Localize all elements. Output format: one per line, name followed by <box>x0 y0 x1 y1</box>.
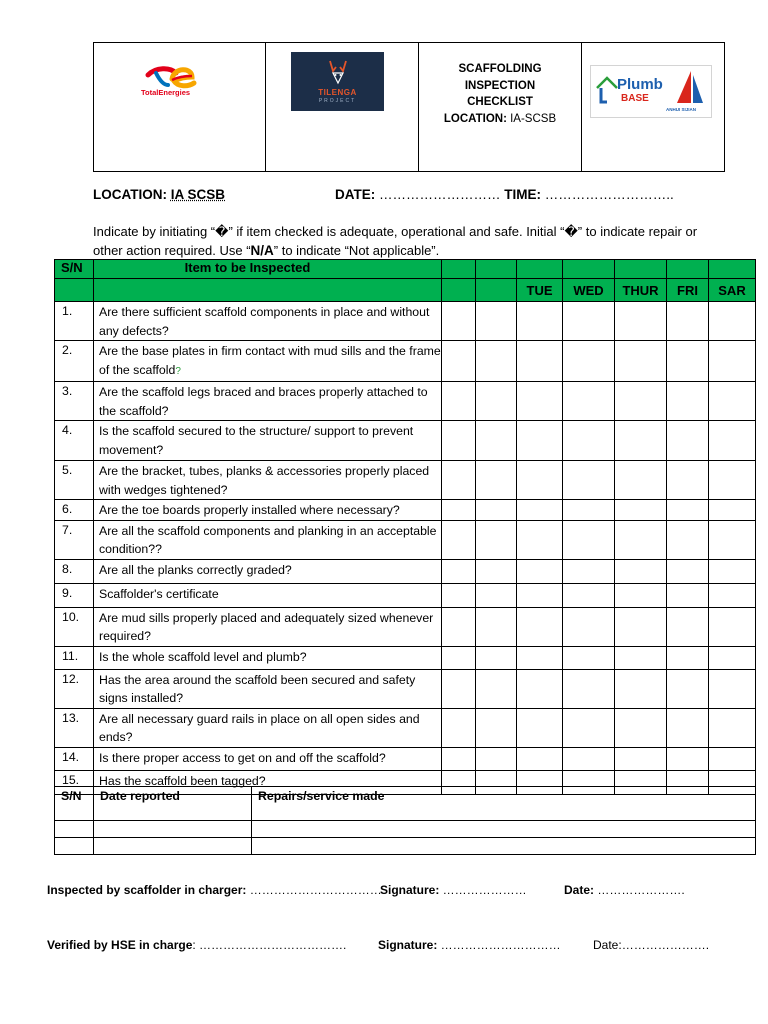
title-location-label: LOCATION: <box>443 112 507 125</box>
table-row <box>55 708 756 747</box>
check-cell[interactable] <box>615 461 667 500</box>
row-sn: 8. <box>55 559 94 583</box>
check-cell[interactable] <box>709 461 756 500</box>
check-cell[interactable] <box>563 382 615 421</box>
check-cell[interactable] <box>476 559 517 583</box>
verified-by-label: Verified by HSE in charge <box>47 938 193 952</box>
title-location <box>419 111 581 128</box>
row-question <box>94 341 442 382</box>
table-row <box>55 646 756 669</box>
check-cell[interactable] <box>667 607 709 646</box>
row-question-text: Are mud sills properly placed and adequately sized whenever required? <box>99 610 434 643</box>
row-question-text: Is the scaffold secured to the structure/ support to prevent movement? <box>99 424 414 457</box>
sn-header: S/N <box>55 260 94 279</box>
table-row <box>55 669 756 708</box>
check-cell[interactable] <box>615 341 667 382</box>
check-cell[interactable] <box>563 669 615 708</box>
row-sn: 10. <box>55 607 94 646</box>
check-cell[interactable] <box>517 669 563 708</box>
check-cell[interactable] <box>615 421 667 461</box>
instructions-text <box>93 223 703 260</box>
tilenga-logo-sub: PROJECT <box>318 98 357 104</box>
row-sn: 4. <box>55 421 94 461</box>
signature-field-2[interactable]: ………………………… <box>437 938 561 952</box>
row-question <box>94 607 442 646</box>
check-cell[interactable] <box>517 607 563 646</box>
header-blank-cell <box>442 279 476 302</box>
row-question <box>94 747 442 770</box>
check-cell[interactable] <box>563 708 615 747</box>
check-cell[interactable] <box>442 520 476 559</box>
check-cell[interactable] <box>563 421 615 461</box>
location-value: IA SCSB <box>170 187 226 202</box>
repairs-row <box>55 838 756 855</box>
date-label-2: Date: <box>593 938 622 952</box>
check-cell[interactable] <box>563 607 615 646</box>
check-cell[interactable] <box>709 382 756 421</box>
check-cell[interactable] <box>476 607 517 646</box>
check-cell[interactable] <box>615 500 667 521</box>
header-blank-cell <box>563 260 615 279</box>
check-cell[interactable] <box>709 341 756 382</box>
date-label: DATE: <box>335 187 376 202</box>
check-cell[interactable] <box>517 708 563 747</box>
title-location-value: IA-SCSB <box>506 112 557 125</box>
row-sn: 14. <box>55 747 94 770</box>
header-blank-cell <box>517 260 563 279</box>
signature-label-2: Signature: <box>378 938 438 952</box>
row-question-text: Are all necessary guard rails in place on all open sides and ends? <box>99 711 420 744</box>
header-blank-cell <box>442 260 476 279</box>
check-cell[interactable] <box>667 708 709 747</box>
row-question-mark: ? <box>175 365 181 377</box>
date-line-2 <box>593 938 709 952</box>
repairs-made-cell[interactable] <box>252 838 756 855</box>
header-cell-logo-tilenga <box>266 43 419 171</box>
row-sn: 2. <box>55 341 94 382</box>
check-cell[interactable] <box>517 520 563 559</box>
signature-line-2 <box>378 938 561 952</box>
check-cell[interactable] <box>563 520 615 559</box>
check-cell[interactable] <box>667 669 709 708</box>
check-cell[interactable] <box>709 747 756 770</box>
time-label: TIME: <box>504 187 542 202</box>
check-cell[interactable] <box>615 607 667 646</box>
row-question-text: Scaffolder's certificate <box>99 586 219 601</box>
check-cell[interactable] <box>476 669 517 708</box>
check-cell[interactable] <box>476 583 517 607</box>
row-sn: 11. <box>55 646 94 669</box>
inspected-by-field[interactable]: …………………………… <box>246 883 382 897</box>
check-cell[interactable] <box>667 520 709 559</box>
repairs-date-header: Date reported <box>94 787 252 821</box>
row-sn: 13. <box>55 708 94 747</box>
check-cell[interactable] <box>615 646 667 669</box>
check-cell[interactable] <box>709 520 756 559</box>
date-time-line <box>335 187 674 202</box>
check-cell[interactable] <box>517 747 563 770</box>
check-cell[interactable] <box>517 461 563 500</box>
instructions-part1: Indicate by initiating “�” if item checked is adequate, operational and safe. Initial “�” to indicate repair or other action required. Use “ <box>93 224 698 258</box>
check-cell[interactable] <box>517 382 563 421</box>
row-question <box>94 382 442 421</box>
check-cell[interactable] <box>667 382 709 421</box>
header-blank-cell <box>476 260 517 279</box>
row-question-text: Are the bracket, tubes, planks & accessories properly placed with wedges tightened? <box>99 464 430 497</box>
title-line-1: SCAFFOLDING <box>458 63 542 75</box>
plumbbase-logo-small: ANHUI SIJIAN <box>666 107 697 112</box>
repairs-row <box>55 821 756 838</box>
row-question-text: Are the toe boards properly installed where necessary? <box>99 503 400 517</box>
check-cell[interactable] <box>563 500 615 521</box>
repairs-date-cell[interactable] <box>94 838 252 855</box>
table-row <box>55 461 756 500</box>
row-question <box>94 302 442 341</box>
inspection-table <box>54 259 756 795</box>
row-question <box>94 421 442 461</box>
row-question <box>94 461 442 500</box>
verified-by-line <box>47 938 346 952</box>
date-field-2[interactable]: …………………. <box>621 938 710 952</box>
row-question <box>94 646 442 669</box>
table-row <box>55 559 756 583</box>
instructions-part2: ” to indicate “Not applicable”. <box>273 242 440 258</box>
row-question <box>94 708 442 747</box>
row-question-text: Are all the scaffold components and planking in an acceptable condition?? <box>99 523 437 556</box>
header-cell-logo-plumbbase <box>582 43 724 171</box>
check-cell[interactable] <box>615 302 667 341</box>
header-blank-cell <box>667 260 709 279</box>
check-cell[interactable] <box>442 747 476 770</box>
check-cell[interactable] <box>476 341 517 382</box>
repairs-sn-cell[interactable] <box>55 838 94 855</box>
checklist-title <box>419 61 581 127</box>
antelope-horns-icon <box>324 59 352 87</box>
check-cell[interactable] <box>563 461 615 500</box>
check-cell[interactable] <box>615 583 667 607</box>
table-row <box>55 520 756 559</box>
check-cell[interactable] <box>709 500 756 521</box>
check-cell[interactable] <box>442 302 476 341</box>
check-cell[interactable] <box>517 302 563 341</box>
table-row <box>55 607 756 646</box>
check-cell[interactable] <box>563 646 615 669</box>
check-cell[interactable] <box>667 341 709 382</box>
table-row <box>55 421 756 461</box>
row-question <box>94 520 442 559</box>
date-label-1: Date: <box>564 883 595 897</box>
row-question-text: Are there sufficient scaffold components in place and without any defects? <box>99 305 430 338</box>
time-field[interactable]: ……………………….. <box>541 187 674 202</box>
table-row <box>55 747 756 770</box>
date-field[interactable]: ……………………… <box>375 187 505 202</box>
row-question-text: Has the scaffold been tagged? <box>99 773 266 788</box>
check-cell[interactable] <box>517 500 563 521</box>
row-question-text: Is the whole scaffold level and plumb? <box>99 649 307 664</box>
check-cell[interactable] <box>709 583 756 607</box>
check-cell[interactable] <box>615 747 667 770</box>
plumbbase-logo-word: Plumb <box>617 76 663 93</box>
day-header-sar: SAR <box>709 279 756 302</box>
table-row <box>55 302 756 341</box>
check-cell[interactable] <box>476 708 517 747</box>
day-header-wed: WED <box>563 279 615 302</box>
check-cell[interactable] <box>476 520 517 559</box>
check-cell[interactable] <box>709 669 756 708</box>
check-cell[interactable] <box>476 747 517 770</box>
check-cell[interactable] <box>709 646 756 669</box>
row-question <box>94 559 442 583</box>
repairs-made-cell[interactable] <box>252 821 756 838</box>
check-cell[interactable] <box>563 341 615 382</box>
row-question-text: Are the scaffold legs braced and braces properly attached to the scaffold? <box>99 385 428 418</box>
row-sn: 7. <box>55 520 94 559</box>
signature-line-1 <box>380 883 527 897</box>
header-blank-cell <box>709 260 756 279</box>
inspected-by-line <box>47 883 382 897</box>
signature-field-1[interactable]: ………………… <box>439 883 527 897</box>
check-cell[interactable] <box>667 583 709 607</box>
check-cell[interactable] <box>667 500 709 521</box>
plumbbase-logo <box>590 65 712 118</box>
row-question <box>94 500 442 521</box>
check-cell[interactable] <box>517 341 563 382</box>
row-sn: 12. <box>55 669 94 708</box>
instructions-na: N/A <box>250 242 274 258</box>
date-line-1 <box>564 883 685 897</box>
day-header-tue: TUE <box>517 279 563 302</box>
check-cell[interactable] <box>667 421 709 461</box>
check-cell[interactable] <box>563 302 615 341</box>
check-cell[interactable] <box>442 341 476 382</box>
date-field-1[interactable]: …………………. <box>594 883 685 897</box>
title-line-3: CHECKLIST <box>467 96 533 108</box>
house-pipe-icon <box>595 74 619 106</box>
check-cell[interactable] <box>442 646 476 669</box>
check-cell[interactable] <box>442 669 476 708</box>
table-row <box>55 382 756 421</box>
item-header: Item to be Inspected <box>94 260 442 279</box>
check-cell[interactable] <box>476 382 517 421</box>
day-header-fri: FRI <box>667 279 709 302</box>
check-cell[interactable] <box>517 646 563 669</box>
check-cell[interactable] <box>442 421 476 461</box>
signature-label-1: Signature: <box>380 883 440 897</box>
check-cell[interactable] <box>442 708 476 747</box>
row-sn: 9. <box>55 583 94 607</box>
check-cell[interactable] <box>709 302 756 341</box>
header-cell-logo-total <box>94 43 266 171</box>
row-question-text: Are the base plates in firm contact with mud sills and the frame of the scaffold <box>99 344 441 377</box>
table-header-row-2 <box>55 279 756 302</box>
row-question-text: Is there proper access to get on and off the scaffold? <box>99 750 386 765</box>
header-blank-cell <box>476 279 517 302</box>
repairs-made-header: Repairs/service made <box>252 787 756 821</box>
check-cell[interactable] <box>517 559 563 583</box>
title-line-2: INSPECTION <box>464 79 536 92</box>
check-cell[interactable] <box>615 382 667 421</box>
check-cell[interactable] <box>442 559 476 583</box>
tilenga-logo <box>291 52 384 111</box>
check-cell[interactable] <box>563 559 615 583</box>
table-row <box>55 500 756 521</box>
repairs-sn-cell[interactable] <box>55 821 94 838</box>
inspected-by-label: Inspected by scaffolder in charger: <box>47 883 247 897</box>
totalenergies-logo-text: TotalEnergies <box>141 88 191 97</box>
check-cell[interactable] <box>517 583 563 607</box>
plumbbase-logo-base: BASE <box>621 93 649 104</box>
table-row <box>55 341 756 382</box>
check-cell[interactable] <box>442 607 476 646</box>
check-cell[interactable] <box>709 607 756 646</box>
check-cell[interactable] <box>476 461 517 500</box>
header-blank-cell <box>615 260 667 279</box>
check-cell[interactable] <box>476 421 517 461</box>
day-header-thur: THUR <box>615 279 667 302</box>
header-cell-title <box>419 43 582 171</box>
check-cell[interactable] <box>563 747 615 770</box>
header-blank-cell <box>55 279 94 302</box>
check-cell[interactable] <box>442 583 476 607</box>
sail-icon <box>671 69 707 107</box>
row-sn: 3. <box>55 382 94 421</box>
check-cell[interactable] <box>442 382 476 421</box>
row-question-text: Are all the planks correctly graded? <box>99 562 292 577</box>
row-sn: 6. <box>55 500 94 521</box>
check-cell[interactable] <box>476 646 517 669</box>
check-cell[interactable] <box>667 461 709 500</box>
tilenga-logo-name: TILENGA <box>318 88 357 97</box>
check-cell[interactable] <box>442 461 476 500</box>
repairs-date-cell[interactable] <box>94 821 252 838</box>
row-question <box>94 669 442 708</box>
row-question <box>94 583 442 607</box>
verified-by-field[interactable]: : ………………………………. <box>192 938 347 952</box>
repairs-header-row <box>55 787 756 821</box>
location-line <box>93 187 225 202</box>
table-header-row-1 <box>55 260 756 279</box>
repairs-sn-header: S/N <box>55 787 94 821</box>
header-blank-cell <box>94 279 442 302</box>
location-label: LOCATION: <box>93 187 171 202</box>
header-box <box>93 42 725 172</box>
check-cell[interactable] <box>476 500 517 521</box>
row-sn: 15. <box>55 770 94 794</box>
check-cell[interactable] <box>709 559 756 583</box>
row-sn: 1. <box>55 302 94 341</box>
repairs-table <box>54 786 756 855</box>
check-cell[interactable] <box>709 421 756 461</box>
table-row <box>55 583 756 607</box>
check-cell[interactable] <box>517 421 563 461</box>
check-cell[interactable] <box>615 559 667 583</box>
check-cell[interactable] <box>709 708 756 747</box>
check-cell[interactable] <box>667 302 709 341</box>
check-cell[interactable] <box>667 747 709 770</box>
check-cell[interactable] <box>615 669 667 708</box>
check-cell[interactable] <box>615 708 667 747</box>
row-question-text: Has the area around the scaffold been secured and safety signs installed? <box>99 672 416 705</box>
check-cell[interactable] <box>667 646 709 669</box>
check-cell[interactable] <box>563 583 615 607</box>
check-cell[interactable] <box>442 500 476 521</box>
check-cell[interactable] <box>667 559 709 583</box>
row-sn: 5. <box>55 461 94 500</box>
check-cell[interactable] <box>615 520 667 559</box>
check-cell[interactable] <box>476 302 517 341</box>
